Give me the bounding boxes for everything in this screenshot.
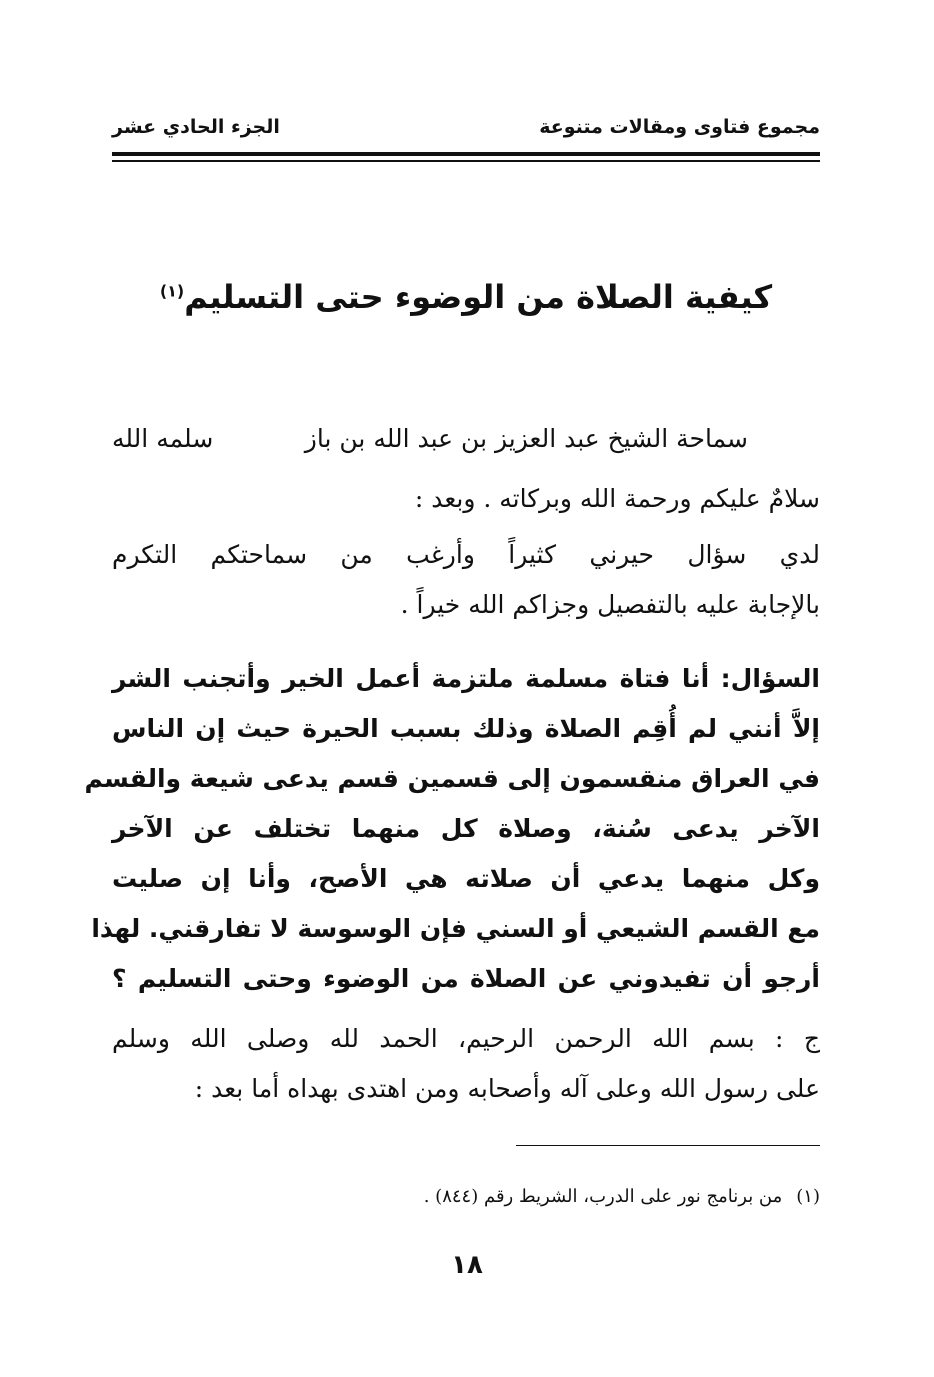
article-title-text: كيفية الصلاة من الوضوء حتى التسليم <box>184 278 773 316</box>
book-title: مجموع فتاوى ومقالات متنوعة <box>539 116 820 138</box>
answer-line-2: على رسول الله وعلى آله وأصحابه ومن اهتدى بهداه أما بعد : <box>194 1074 820 1103</box>
question-line: أرجو أن تفيدوني عن الصلاة من الوضوء وحتى التسليم ؟ <box>112 964 820 993</box>
footnote <box>112 1186 820 1207</box>
footnote-number: (١) <box>796 1186 820 1207</box>
page-number: ١٨ <box>451 1250 483 1280</box>
addressee: سماحة الشيخ عبد العزيز بن عبد الله بن باز <box>304 424 748 453</box>
header-rule-thick <box>112 152 820 156</box>
intro-line-1: لدي سؤال حيرني كثيراً وأرغب من سماحتكم التكرم <box>112 540 820 569</box>
footnote-ref: (١) <box>159 281 185 301</box>
volume-title: الجزء الحادي عشر <box>112 116 280 138</box>
answer-line-1: ج : بسم الله الرحمن الرحيم، الحمد لله وصلى الله وسلم <box>112 1024 820 1053</box>
intro-line-2: بالإجابة عليه بالتفصيل وجزاكم الله خيراً . <box>400 590 820 619</box>
question-line: في العراق منقسمون إلى قسمين قسم يدعى شيعة والقسم <box>84 764 820 793</box>
question-line: الآخر يدعى سُنة، وصلاة كل منهما تختلف عن الآخر <box>112 814 820 843</box>
question-line: وكل منهما يدعي أن صلاته هي الأصح، وأنا إن صليت <box>112 864 820 893</box>
blessing: سلمه الله <box>112 424 214 453</box>
footnote-rule <box>516 1145 820 1146</box>
header-rule-thin <box>112 160 820 162</box>
article-title <box>112 278 820 316</box>
question-line: مع القسم الشيعي أو السني فإن الوسوسة لا تفارقني. لهذا <box>91 914 820 943</box>
running-header <box>112 112 820 148</box>
question-line: السؤال: أنا فتاة مسلمة ملتزمة أعمل الخير وأتجنب الشر <box>112 664 820 693</box>
question-line: إلاَّ أنني لم أُقِم الصلاة وذلك بسبب الحيرة حيث إن الناس <box>112 714 820 743</box>
footnote-text: من برنامج نور على الدرب، الشريط رقم (٨٤٤) . <box>423 1186 783 1207</box>
greeting: سلامٌ عليكم ورحمة الله وبركاته . وبعد : <box>414 484 820 513</box>
